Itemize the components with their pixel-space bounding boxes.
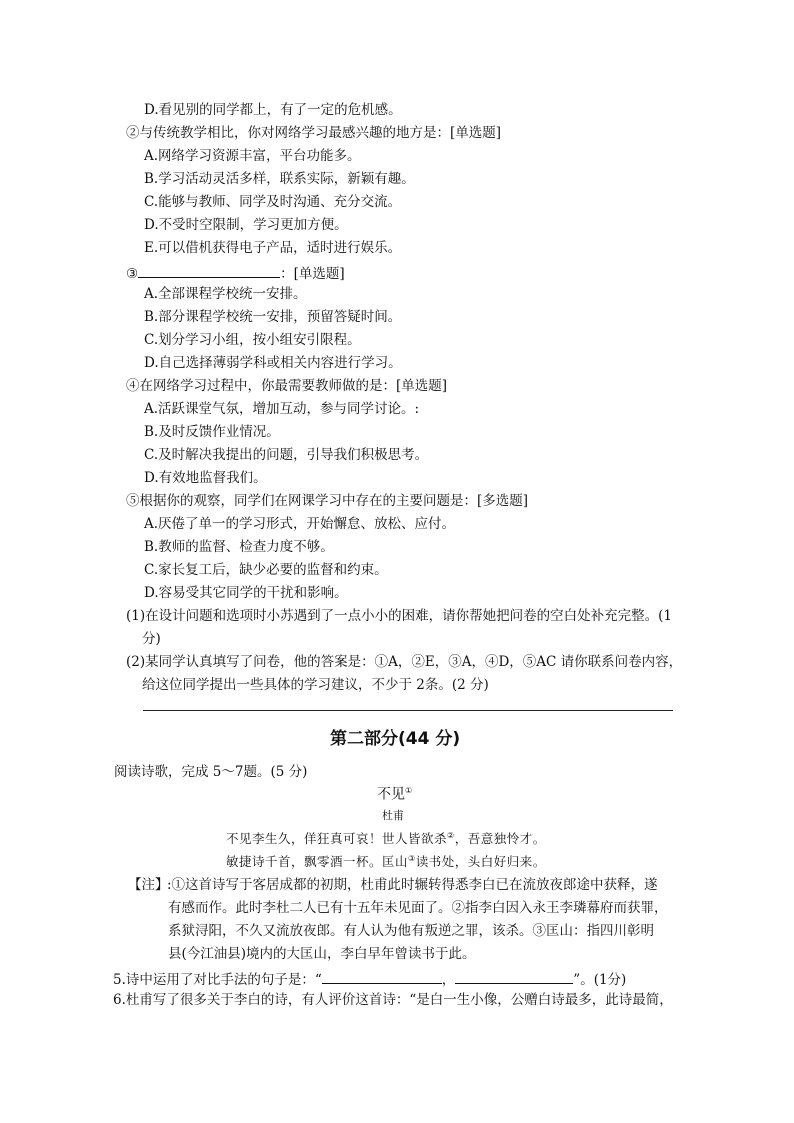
poem-line-2-footnote: ③ bbox=[408, 854, 416, 863]
q5-option-b: B.教师的监督、检查力度不够。 bbox=[144, 539, 334, 555]
q4-option-b: B.及时反馈作业情况。 bbox=[144, 424, 280, 440]
q3-prefix: ③ bbox=[126, 266, 139, 282]
q3-option-c: C.划分学习小组，按小组安引限程。 bbox=[144, 332, 361, 348]
question-5-blank-2[interactable] bbox=[455, 971, 573, 984]
q2-stem: ②与传统教学相比，你对网络学习最感兴趣的地方是：[单选题] bbox=[126, 125, 502, 141]
q3-suffix: ：[单选题] bbox=[280, 266, 345, 282]
q3-option-d: D.自己选择薄弱学科或相关内容进行学习。 bbox=[144, 355, 402, 371]
q2-option-c: C.能够与教师、同学及时沟通、充分交流。 bbox=[144, 194, 402, 210]
part2-title: 第二部分(44 分) bbox=[330, 729, 461, 749]
note-line-3: 系狱浔阳，不久又流放夜郎。有人认为他有叛逆之罪，该杀。③匡山：指四川彰明 bbox=[168, 923, 654, 939]
q5-option-d: D.容易受其它同学的干扰和影响。 bbox=[144, 585, 348, 601]
poem-line-1 bbox=[226, 832, 546, 846]
q5-option-a: A.厌倦了单一的学习形式，开始懈怠、放松、应付。 bbox=[144, 516, 456, 532]
note-label: 【注】 bbox=[128, 877, 169, 893]
q5-stem: ⑤根据你的观察，同学们在网课学习中存在的主要问题是：[多选题] bbox=[126, 493, 529, 509]
q3-option-b: B.部分课程学校统一安排，预留答疑时间。 bbox=[144, 309, 402, 325]
question-5-suffix: ”。(1分) bbox=[573, 972, 627, 988]
poem-line-2-b: 读书处，头白好归来。 bbox=[415, 854, 546, 870]
q4-stem: ④在网络学习过程中，你最需要教师做的是：[单选题] bbox=[126, 378, 448, 394]
note-line-4: 县(今江油县)境内的大匡山，李白早年曾读书于此。 bbox=[168, 946, 476, 962]
question-5 bbox=[113, 971, 626, 988]
q4-option-c: C.及时解决我提出的问题，引导我们积极思考。 bbox=[144, 447, 429, 463]
q2-option-e: E.可以借机获得电子产品，适时进行娱乐。 bbox=[144, 240, 402, 256]
q2-option-b: B.学习活动灵活多样，联系实际，新颖有趣。 bbox=[144, 171, 415, 187]
poem-title-footnote: ① bbox=[405, 786, 413, 795]
q2-option-d: D.不受时空限制，学习更加方便。 bbox=[144, 217, 348, 233]
q3-option-a: A.全部课程学校统一安排。 bbox=[144, 286, 307, 302]
section-separator bbox=[143, 710, 673, 711]
poem-author: 杜甫 bbox=[382, 809, 404, 822]
question-5-prefix: 5.诗中运用了对比手法的句子是：“ bbox=[113, 972, 322, 988]
poem-line-1-b: ，吾意独怜才。 bbox=[454, 831, 546, 847]
subquestion-2-line1: (2)某同学认真填写了问卷，他的答案是：①A，②E，③A，④D，⑤AC 请你联系问卷内容， bbox=[126, 654, 683, 670]
note-line-2: 有感而作。此时李杜二人已有十五年未见面了。②指李白因入永王李璘幕府而获罪， bbox=[168, 900, 668, 916]
q4-option-d: D.有效地监督我们。 bbox=[144, 470, 267, 486]
q3-blank[interactable] bbox=[138, 265, 280, 278]
q4-option-a: A.活跃课堂气氛，增加互动，参与同学讨论。: bbox=[144, 401, 420, 417]
q5-option-c: C.家长复工后，缺少必要的监督和约束。 bbox=[144, 562, 388, 578]
poem-line-2 bbox=[226, 855, 546, 869]
poem-line-1-a: 不见李生久，佯狂真可哀！世人皆欲杀 bbox=[226, 831, 448, 847]
question-5-blank-1[interactable] bbox=[322, 971, 442, 984]
q2-option-a: A.网络学习资源丰富，平台功能多。 bbox=[144, 148, 361, 164]
q3-stem bbox=[126, 265, 345, 282]
poem-line-1-footnote: ② bbox=[447, 831, 455, 840]
subquestion-2-line2: 给这位同学提出一些具体的学习建议，不少于 2条。(2 分) bbox=[142, 677, 489, 693]
subquestion-1-line1: (1)在设计问题和选项时小苏遇到了一点小小的困难，请你帮她把问卷的空白处补充完整。(1 bbox=[126, 608, 672, 624]
question-6: 6.杜甫写了很多关于李白的诗，有人评价这首诗：“是白一生小像，公赠白诗最多，此诗最简， bbox=[113, 992, 673, 1008]
poem-title-text: 不见 bbox=[377, 786, 405, 803]
subquestion-1-line2: 分) bbox=[142, 631, 161, 647]
poem-title bbox=[377, 787, 412, 802]
reading-intro: 阅读诗歌，完成 5～7题。(5 分) bbox=[114, 764, 308, 780]
q1-option-d: D.看见别的同学都上，有了一定的危机感。 bbox=[144, 102, 402, 118]
note-line-1: :①这首诗写于客居成都的初期，杜甫此时辗转得悉李白已在流放夜郎途中获释，遂 bbox=[167, 877, 658, 893]
question-5-mid: ， bbox=[441, 972, 456, 988]
poem-line-2-a: 敏捷诗千首，飘零酒一杯。匡山 bbox=[226, 854, 409, 870]
